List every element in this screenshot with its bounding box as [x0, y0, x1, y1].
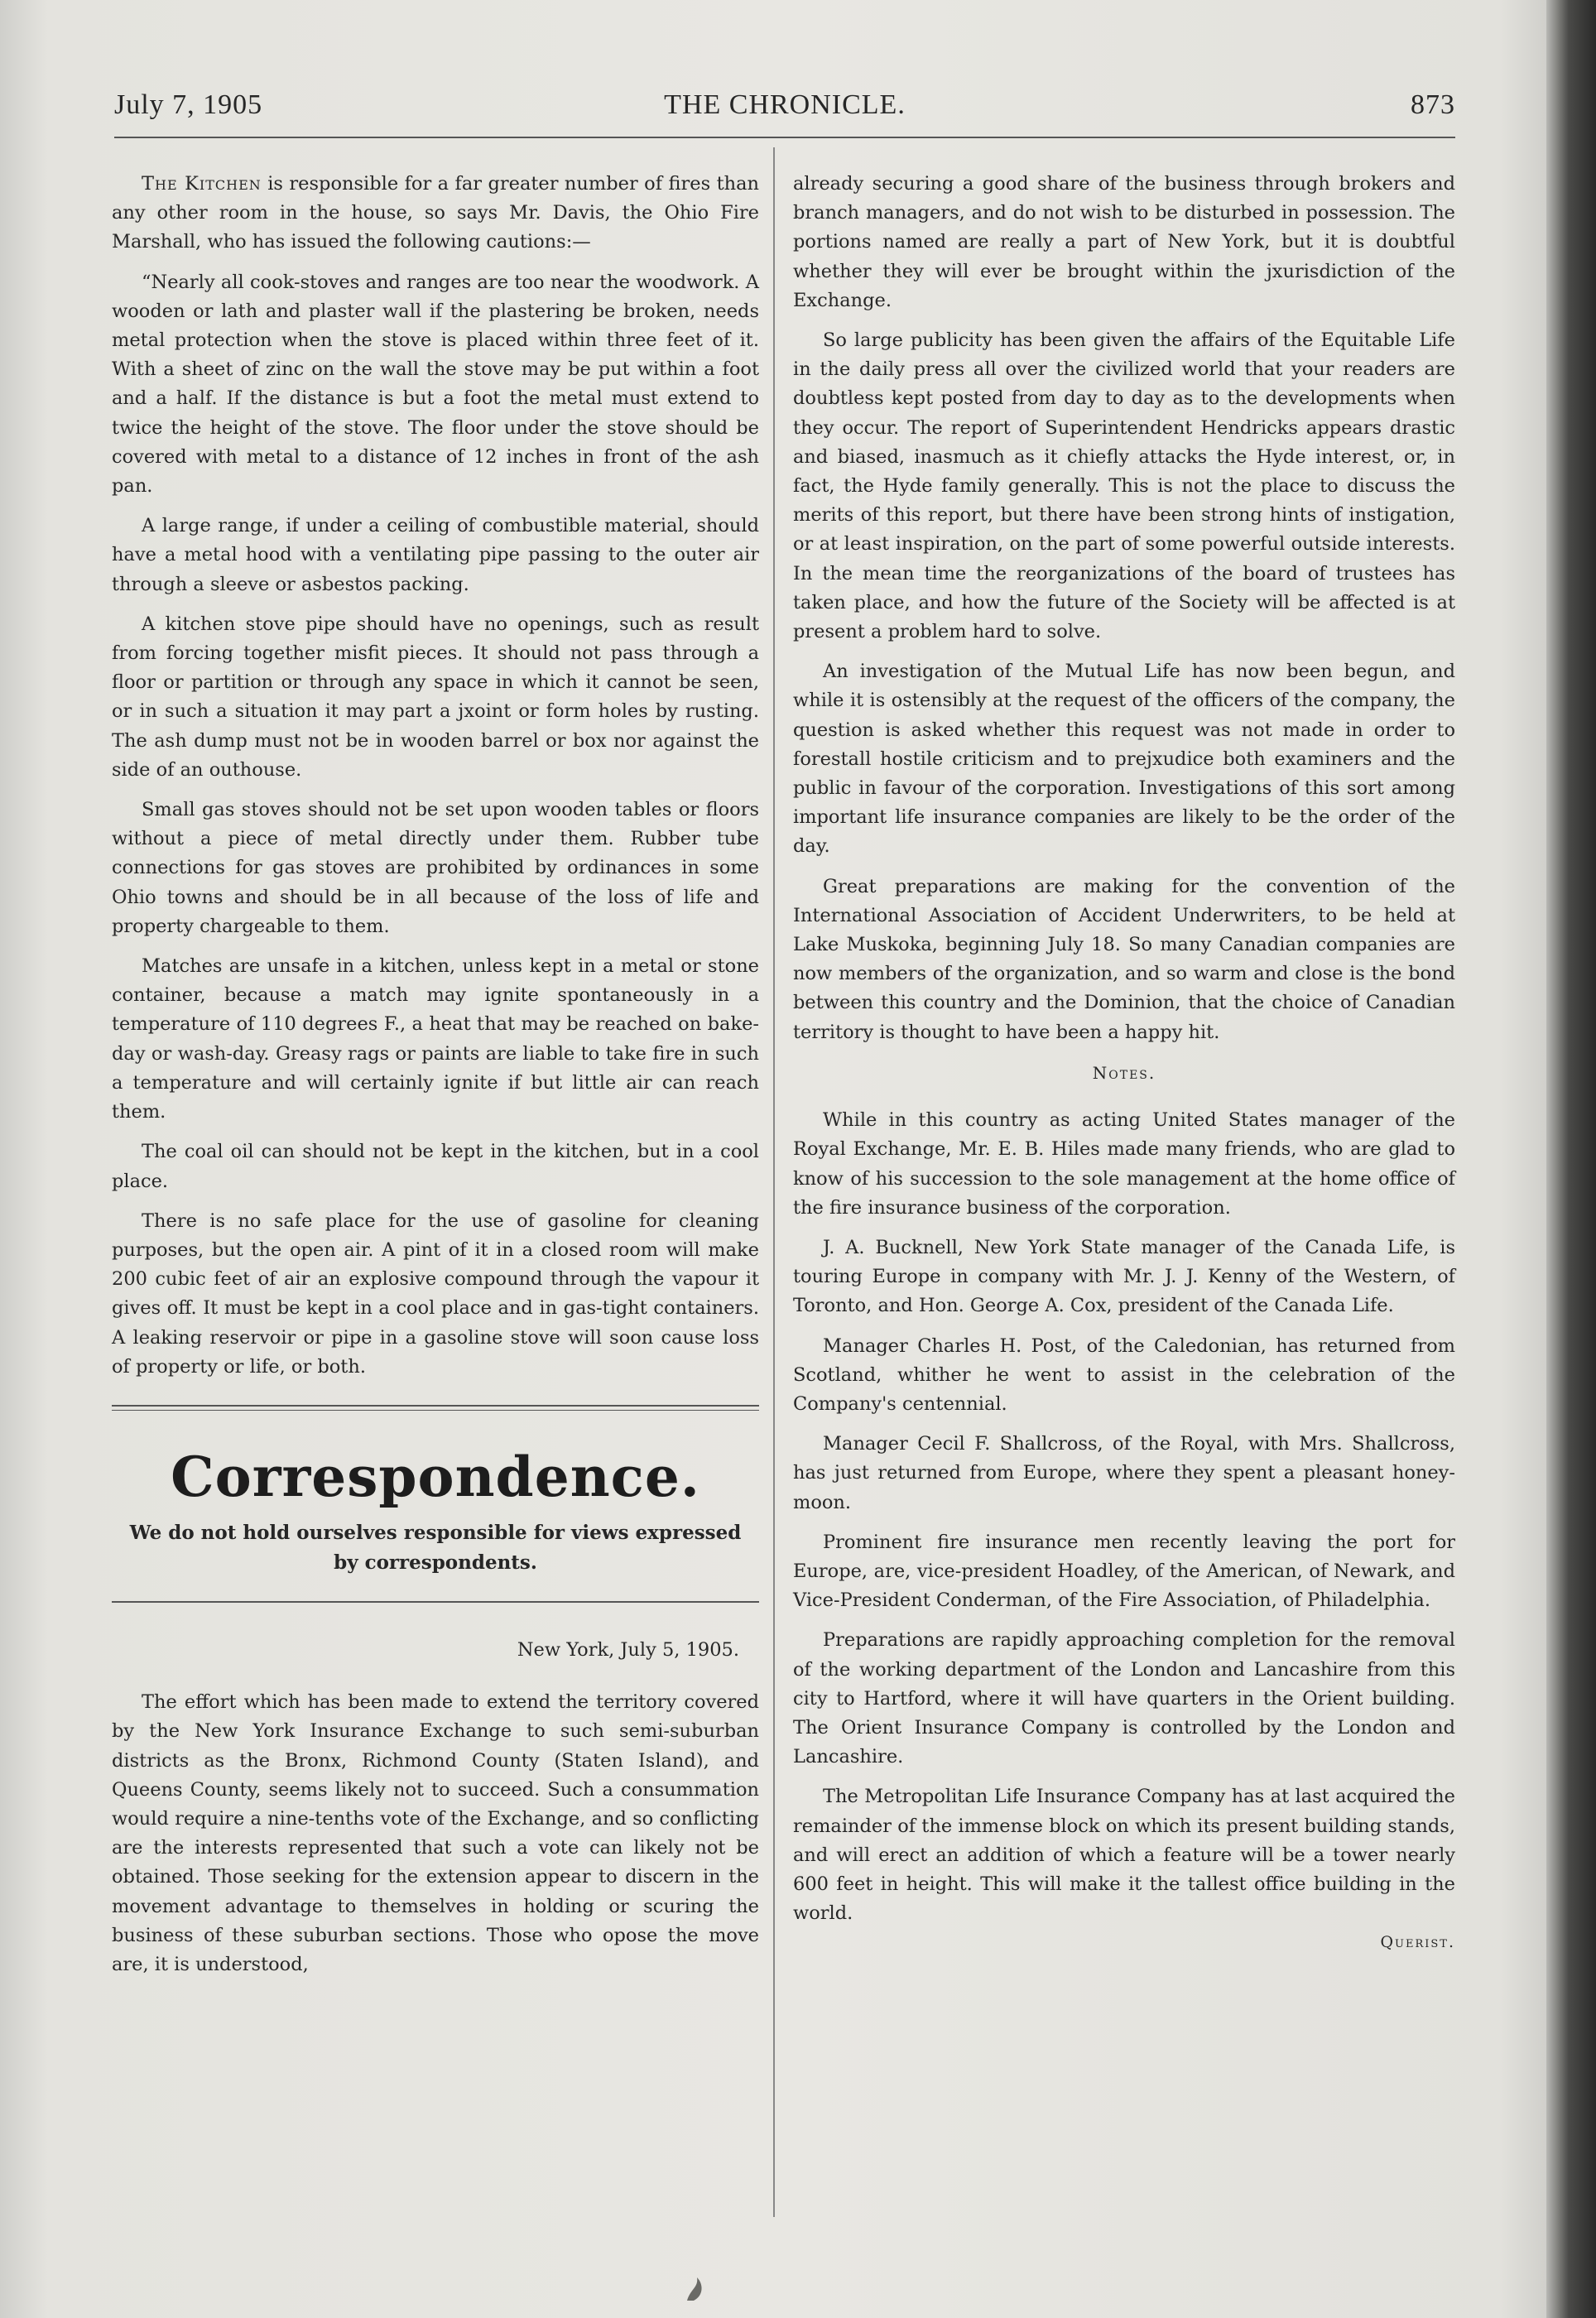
letter-paragraph: Great preparations are making for the convention of the International Association of Accident Underwriters, to be held at Lake Muskoka, beginning July 18. So many Canadian companies are now members of the organization, and so warm and close is the bond between this country and the Dominion, that the choice of Canadian territory is thought to have been a happy hit. — [793, 875, 1455, 1043]
kitchen-intro-paragraph: The Kitchen is responsible for a far greater number of fires than any other room in the house, so says Mr. Davis, the Ohio Fire Marshall, who has issued the following cautions:— — [112, 173, 760, 253]
letter-dateline: New York, July 5, 1905. — [517, 1638, 739, 1661]
column-divider — [773, 147, 775, 2217]
letter-paragraph: So large publicity has been given the affairs of the Equitable Life in the daily press all over the civilized world that your readers are doubtless kept posted from day to day as to the developments when they occur. The report of Superintendent Hendricks appears drastic and biased, inasmuch as it chiefly attacks the Hyde interest, or, in fact, the Hyde family generally. This is not the place to discuss the merits of this report, but there have been strong hints of instigation, or at least inspiration, on the part of some powerful outside interests. In the mean time the reorganizations of the board of trustees has taken place, and how the future of the Society will be affected is at present a problem hard to solve. — [793, 329, 1455, 643]
correspondence-disclaimer: We do not hold ourselves responsible for views expressed by correspondents. — [129, 1521, 742, 1574]
article-paragraph: Small gas stoves should not be set upon wooden tables or floors without a piece of metal directly under them. Rubber tube connections for gas stoves are prohibited by ordinances in some Ohio towns and should be in all because of the loss of life and property chargeable to them. — [112, 799, 759, 937]
letter-paragraph: The effort which has been made to extend the territory covered by the New York Insurance Exchange to such semi-suburban districts as the Bronx, Richmond County (Staten Island), and Queens County, seems likely not to succeed. Such a consummation would require a nine-tenths vote of the Exchange, and so conflicting are the interests represented that such a vote can likely not be obtained. Those seeking for the extension appear to discern in the movement advantage to themselves in holding or scuring the business of these suburban sections. Those who opose the move are, it is understood, — [112, 1691, 759, 1975]
note-paragraph: Preparations are rapidly approaching completion for the removal of the working department of the London and Lancashire from this city to Hartford, where it will have quarters in the Orient building. The Orient Insurance Company is controlled by the London and Lancashire. — [793, 1629, 1455, 1768]
notes-heading: Notes. — [1092, 1062, 1156, 1083]
article-paragraph: “Nearly all cook-stoves and ranges are too near the woodwork. A wooden or lath and plaster wall if the plastering be broken, needs metal protection when the stove is placed within three feet of it. With a sheet of zinc on the wall the stove may be put within a foot and a half. If the distance is but a foot the metal must extend to twice the height of the stove. The floor under the stove should be covered with metal to a distance of 12 inches in front of the ash pan. — [112, 271, 759, 498]
correspondence-rule — [112, 1601, 759, 1603]
letter-signature: Querist. — [1380, 1933, 1455, 1952]
letter-continuation-paragraph: already securing a good share of the business through brokers and branch managers, and do not wish to be disturbed in possession. The portions named are really a part of New York, but it is doubtful whether they will ever be brought within the jxurisdiction of the Exchange. — [793, 173, 1455, 311]
page-binding-edge — [1546, 0, 1596, 2318]
right-column — [793, 170, 1455, 1969]
article-paragraph: The coal oil can should not be kept in the kitchen, but in a cool place. — [112, 1141, 759, 1192]
letter-paragraph: An investigation of the Mutual Life has now been begun, and while it is ostensibly at the request of the officers of the company, the question is asked whether this request was not made in order to forestall hostile criticism and to prejxudice both examiners and the public in favour of the corporation. Investigations of this sort among important life insurance companies are likely to be the order of the day. — [793, 661, 1455, 858]
article-paragraph: Matches are unsafe in a kitchen, unless kept in a metal or stone container, because a match may ignite spontaneously in a temperature of 110 degrees F., a heat that may be reached on bake-day or wash-day. Greasy rags or paints are liable to take fire in such a temperature and will certainly ignite if but little air can reach them. — [112, 955, 759, 1123]
note-paragraph: J. A. Bucknell, New York State manager of the Canada Life, is touring Europe in company with Mr. J. J. Kenny of the Western, of Toronto, and Hon. George A. Cox, president of the Canada Life. — [793, 1236, 1455, 1317]
page-header — [114, 89, 1455, 139]
note-paragraph: Manager Cecil F. Shallcross, of the Royal, with Mrs. Shallcross, has just returned from Europe, where they spent a pleasant honey-moon. — [793, 1433, 1455, 1513]
article-paragraph: A kitchen stove pipe should have no openings, such as result from forcing together misfit pieces. It should not pass through a floor or partition or through any space in which it cannot be seen, or in such a situation it may part a jxoint or form holes by rusting. The ash dump must not be in wooden barrel or box nor against the side of an outhouse. — [112, 613, 759, 781]
article-paragraph: A large range, if under a ceiling of combustible material, should have a metal hood with a ventilating pipe passing to the outer air through a sleeve or asbestos packing. — [112, 515, 759, 595]
section-rule — [112, 1405, 759, 1411]
note-paragraph: Manager Charles H. Post, of the Caledonian, has returned from Scotland, whither he went to assist in the celebration of the Company's centennial. — [793, 1335, 1455, 1415]
header-title: THE CHRONICLE. — [664, 89, 906, 120]
header-date: July 7, 1905 — [114, 89, 263, 120]
left-column — [112, 170, 759, 1990]
note-paragraph: The Metropolitan Life Insurance Company has at last acquired the remainder of the immense block on which its present building stands, and will erect an addition of which a feature will be a tower nearly 600 feet in height. This will make it the tallest office building in the world. — [793, 1786, 1455, 1925]
note-paragraph: While in this country as acting United States manager of the Royal Exchange, Mr. E. B. Hiles made many friends, who are glad to know of his succession to the sole management at the home office of the fire insurance business of the corporation. — [793, 1109, 1455, 1219]
header-page-number: 873 — [1411, 89, 1455, 120]
header-rule — [114, 137, 1455, 138]
note-paragraph: Prominent fire insurance men recently leaving the port for Europe, are, vice-president Hoadley, of the American, of Newark, and Vice-President Conderman, of the Fire Association, of Philadelphia. — [793, 1531, 1455, 1612]
kitchen-lead: The Kitchen — [142, 173, 262, 195]
correspondence-heading: Correspondence. — [171, 1444, 700, 1509]
print-smudge-mark — [679, 2272, 712, 2306]
article-paragraph: There is no safe place for the use of gasoline for cleaning purposes, but the open air. A pint of it in a closed room will make 200 cubic feet of air an explosive compound through the vapour it gives off. It must be kept in a cool place and in gas-tight containers. A leaking reservoir or pipe in a gasoline stove will soon cause loss of property or life, or both. — [112, 1209, 759, 1378]
